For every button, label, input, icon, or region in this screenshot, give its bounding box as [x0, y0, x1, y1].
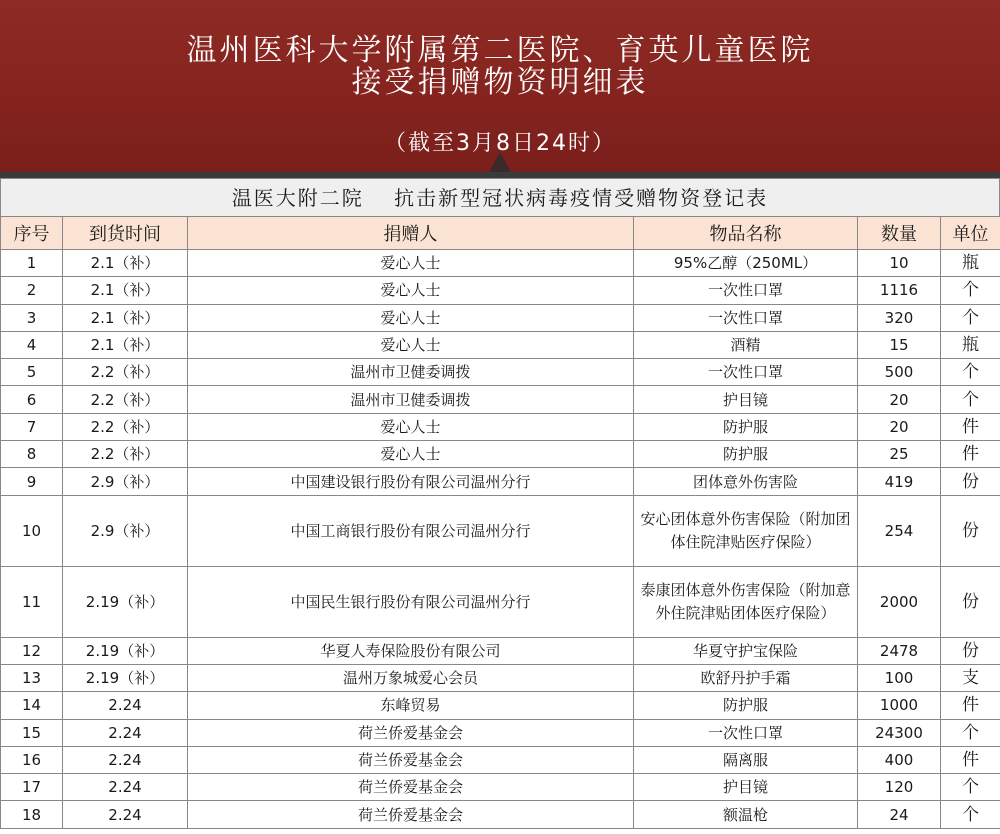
column-header-donor: 捐赠人 [188, 217, 634, 250]
table-header-row [1, 217, 1000, 250]
cell-unit: 支 [941, 664, 1000, 691]
cell-donor: 爱心人士 [188, 304, 634, 331]
table-row [1, 468, 1000, 495]
cell-date: 2.24 [63, 719, 188, 746]
table-body [1, 250, 1000, 829]
cell-donor: 东峰贸易 [188, 692, 634, 719]
cell-qty: 100 [858, 664, 941, 691]
cell-unit: 个 [941, 386, 1000, 413]
cell-date: 2.19（补） [63, 664, 188, 691]
cell-no: 13 [1, 664, 63, 691]
cell-item: 一次性口罩 [634, 359, 858, 386]
cell-donor: 温州市卫健委调拨 [188, 386, 634, 413]
table-row [1, 774, 1000, 801]
cell-date: 2.2（补） [63, 359, 188, 386]
table-row [1, 719, 1000, 746]
cell-qty: 15 [858, 331, 941, 358]
table-row [1, 277, 1000, 304]
triangle-marker-icon [488, 152, 512, 174]
cell-item: 酒精 [634, 331, 858, 358]
cell-unit: 件 [941, 692, 1000, 719]
donation-table-container [0, 178, 1000, 829]
table-row [1, 495, 1000, 566]
cell-unit: 瓶 [941, 250, 1000, 277]
cell-no: 10 [1, 495, 63, 566]
cell-no: 17 [1, 774, 63, 801]
cell-qty: 1116 [858, 277, 941, 304]
table-row [1, 664, 1000, 691]
table-row [1, 566, 1000, 637]
cell-donor: 华夏人寿保险股份有限公司 [188, 637, 634, 664]
cell-donor: 荷兰侨爱基金会 [188, 801, 634, 828]
table-row [1, 746, 1000, 773]
donation-table [0, 216, 1000, 829]
cell-no: 6 [1, 386, 63, 413]
column-header-unit: 单位 [941, 217, 1000, 250]
cell-donor: 中国民生银行股份有限公司温州分行 [188, 566, 634, 637]
table-row [1, 359, 1000, 386]
cell-item: 护目镜 [634, 774, 858, 801]
cell-item: 额温枪 [634, 801, 858, 828]
cell-donor: 爱心人士 [188, 441, 634, 468]
cell-donor: 荷兰侨爱基金会 [188, 746, 634, 773]
cell-unit: 件 [941, 746, 1000, 773]
cell-no: 7 [1, 413, 63, 440]
cell-item: 欧舒丹护手霜 [634, 664, 858, 691]
cell-no: 4 [1, 331, 63, 358]
cell-unit: 个 [941, 304, 1000, 331]
cell-qty: 120 [858, 774, 941, 801]
cell-unit: 份 [941, 495, 1000, 566]
cell-unit: 件 [941, 441, 1000, 468]
cell-qty: 400 [858, 746, 941, 773]
cell-date: 2.9（补） [63, 468, 188, 495]
cell-qty: 419 [858, 468, 941, 495]
table-row [1, 331, 1000, 358]
cell-date: 2.2（补） [63, 413, 188, 440]
column-header-no: 序号 [1, 217, 63, 250]
cell-no: 3 [1, 304, 63, 331]
cell-date: 2.19（补） [63, 637, 188, 664]
cell-date: 2.1（补） [63, 331, 188, 358]
cell-date: 2.1（补） [63, 250, 188, 277]
cell-donor: 温州万象城爱心会员 [188, 664, 634, 691]
column-header-qty: 数量 [858, 217, 941, 250]
cell-qty: 2000 [858, 566, 941, 637]
cell-unit: 个 [941, 719, 1000, 746]
cell-item: 一次性口罩 [634, 277, 858, 304]
cell-item: 安心团体意外伤害保险（附加团体住院津贴医疗保险） [634, 495, 858, 566]
cell-item: 护目镜 [634, 386, 858, 413]
cell-date: 2.9（补） [63, 495, 188, 566]
cell-item: 95%乙醇（250ML） [634, 250, 858, 277]
header-banner [0, 0, 1000, 174]
cell-date: 2.1（补） [63, 304, 188, 331]
cell-qty: 24 [858, 801, 941, 828]
table-row [1, 801, 1000, 828]
cell-donor: 荷兰侨爱基金会 [188, 774, 634, 801]
table-row [1, 441, 1000, 468]
cell-item: 华夏守护宝保险 [634, 637, 858, 664]
cell-date: 2.24 [63, 774, 188, 801]
cell-unit: 个 [941, 801, 1000, 828]
cell-date: 2.24 [63, 746, 188, 773]
cell-item: 防护服 [634, 413, 858, 440]
cell-date: 2.24 [63, 692, 188, 719]
cell-no: 2 [1, 277, 63, 304]
cell-no: 14 [1, 692, 63, 719]
cell-qty: 254 [858, 495, 941, 566]
cell-item: 一次性口罩 [634, 719, 858, 746]
cell-item: 一次性口罩 [634, 304, 858, 331]
column-header-date: 到货时间 [63, 217, 188, 250]
cell-unit: 份 [941, 468, 1000, 495]
table-row [1, 637, 1000, 664]
cell-donor: 温州市卫健委调拨 [188, 359, 634, 386]
table-row [1, 386, 1000, 413]
cell-donor: 爱心人士 [188, 250, 634, 277]
cell-donor: 爱心人士 [188, 331, 634, 358]
cell-date: 2.19（补） [63, 566, 188, 637]
cell-unit: 个 [941, 277, 1000, 304]
cell-donor: 中国建设银行股份有限公司温州分行 [188, 468, 634, 495]
table-row [1, 304, 1000, 331]
cell-date: 2.24 [63, 801, 188, 828]
cell-item: 防护服 [634, 441, 858, 468]
cell-no: 15 [1, 719, 63, 746]
cell-unit: 个 [941, 359, 1000, 386]
cell-qty: 2478 [858, 637, 941, 664]
cell-date: 2.1（补） [63, 277, 188, 304]
cell-qty: 10 [858, 250, 941, 277]
cell-no: 9 [1, 468, 63, 495]
cell-unit: 份 [941, 637, 1000, 664]
cell-donor: 中国工商银行股份有限公司温州分行 [188, 495, 634, 566]
cell-unit: 个 [941, 774, 1000, 801]
cell-qty: 1000 [858, 692, 941, 719]
page-title-line-2: 接受捐赠物资明细表 [351, 65, 649, 100]
table-heading: 温医大附二院 抗击新型冠状病毒疫情受赠物资登记表 [0, 178, 1000, 216]
cell-item: 隔离服 [634, 746, 858, 773]
cell-unit: 件 [941, 413, 1000, 440]
cell-donor: 荷兰侨爱基金会 [188, 719, 634, 746]
cell-item: 防护服 [634, 692, 858, 719]
cell-unit: 份 [941, 566, 1000, 637]
cell-qty: 20 [858, 413, 941, 440]
cell-item: 团体意外伤害险 [634, 468, 858, 495]
cell-qty: 320 [858, 304, 941, 331]
cell-item: 泰康团体意外伤害保险（附加意外住院津贴团体医疗保险） [634, 566, 858, 637]
cell-qty: 20 [858, 386, 941, 413]
cell-no: 18 [1, 801, 63, 828]
cell-donor: 爱心人士 [188, 277, 634, 304]
cell-donor: 爱心人士 [188, 413, 634, 440]
table-row [1, 692, 1000, 719]
cell-date: 2.2（补） [63, 441, 188, 468]
table-row [1, 250, 1000, 277]
cell-no: 11 [1, 566, 63, 637]
cell-unit: 瓶 [941, 331, 1000, 358]
cell-qty: 25 [858, 441, 941, 468]
cell-qty: 24300 [858, 719, 941, 746]
page-subtitle: （截至3月8日24时） [384, 131, 616, 156]
cell-no: 12 [1, 637, 63, 664]
cell-date: 2.2（补） [63, 386, 188, 413]
cell-qty: 500 [858, 359, 941, 386]
cell-no: 1 [1, 250, 63, 277]
cell-no: 8 [1, 441, 63, 468]
page-title-line-1: 温州医科大学附属第二医院、育英儿童医院 [186, 33, 814, 68]
table-row [1, 413, 1000, 440]
cell-no: 16 [1, 746, 63, 773]
cell-no: 5 [1, 359, 63, 386]
column-header-item: 物品名称 [634, 217, 858, 250]
